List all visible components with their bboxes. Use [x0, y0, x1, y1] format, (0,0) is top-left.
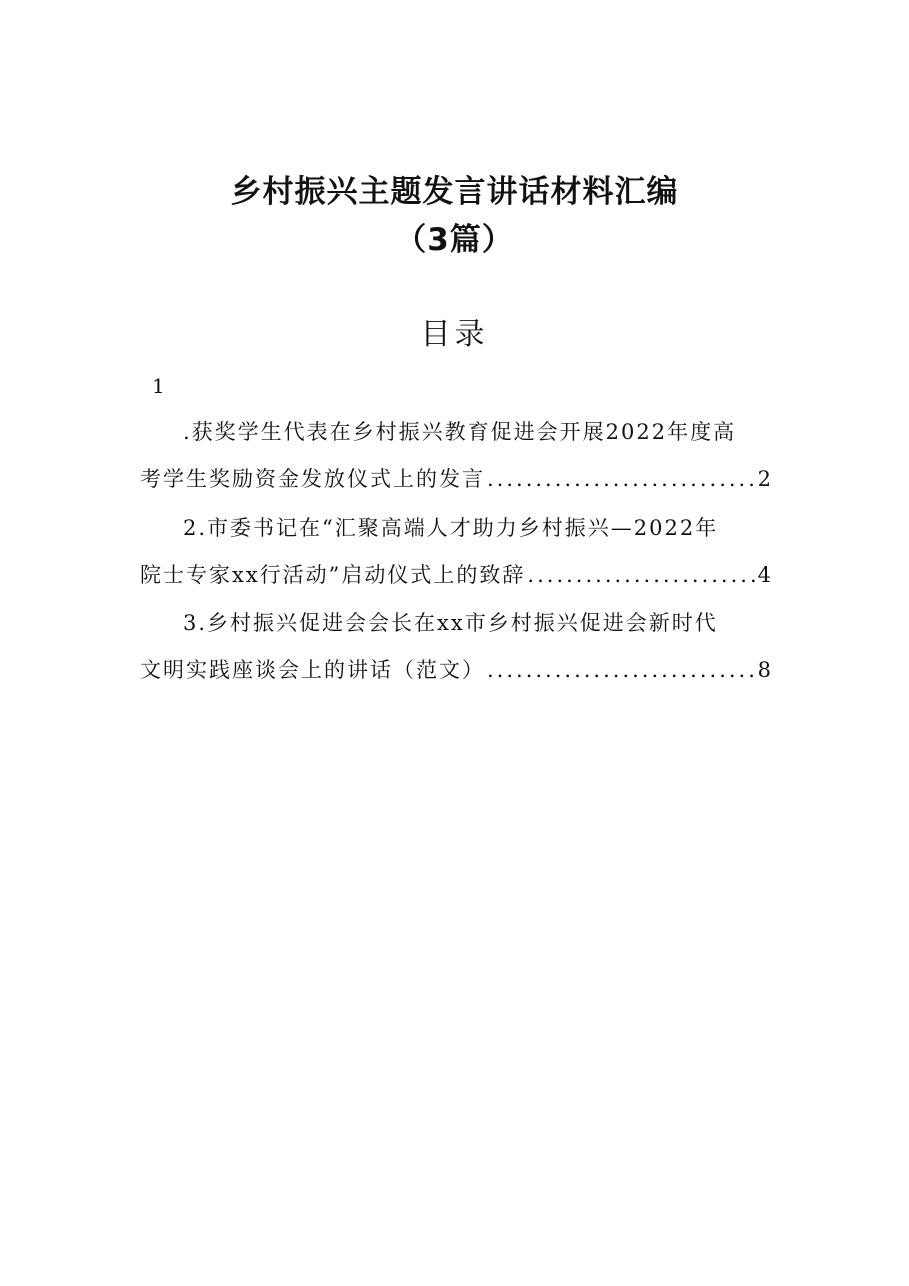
toc-entry-3-page: 8	[757, 658, 771, 682]
document-subtitle: （3篇）	[395, 222, 514, 258]
toc-entry-1-line1: .获奖学生代表在乡村振兴教育促进会开展2022年度高	[183, 420, 737, 444]
toc-entry-2-line1: 2.市委书记在“汇聚高端人才助力乡村振兴—2022年	[183, 516, 719, 540]
toc-entry-3-text: 文明实践座谈会上的讲话（范文）	[140, 658, 485, 682]
toc-entry-number: 1	[152, 374, 165, 398]
document-title: 乡村振兴主题发言讲话材料汇编	[230, 174, 679, 210]
toc-entry-2-line2	[140, 557, 771, 593]
toc-entry-1-line2	[140, 461, 771, 497]
toc-dot-leader	[527, 557, 755, 593]
toc-heading: 目录	[420, 317, 489, 352]
toc-entry-2-text: 院士专家xx行活动”启动仪式上的致辞	[140, 563, 526, 587]
toc-entry-3-line2	[140, 652, 771, 688]
toc-dot-leader	[487, 652, 756, 688]
toc-entry-1-page: 2	[757, 467, 771, 491]
toc-entry-3-line1: 3.乡村振兴促进会会长在xx市乡村振兴促进会新时代	[183, 611, 718, 635]
toc-entry-2-page: 4	[757, 563, 771, 587]
toc-dot-leader	[487, 461, 756, 497]
toc-entry-1-text: 考学生奖励资金发放仪式上的发言	[140, 467, 485, 491]
